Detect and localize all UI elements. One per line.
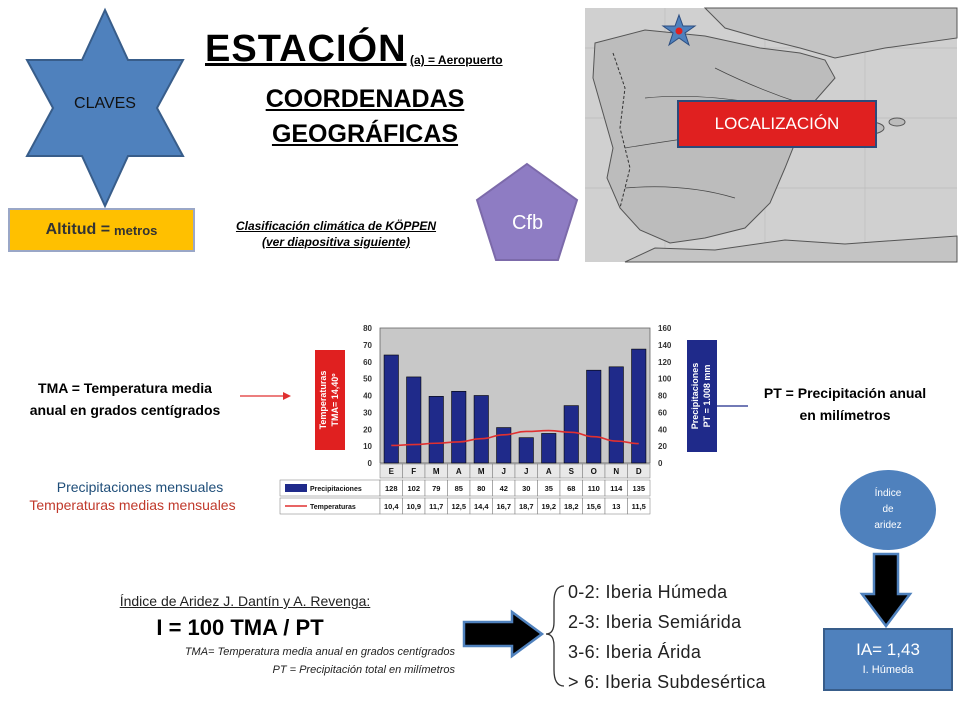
right-axis-label-line-1: Precipitaciones bbox=[690, 362, 700, 430]
station-title: ESTACIÓN bbox=[205, 28, 407, 70]
station-subtitle: (a) = Aeropuerto bbox=[410, 53, 503, 67]
left-tick-label: 80 bbox=[363, 324, 372, 333]
category-label: S bbox=[568, 467, 574, 476]
coordinates-line-1: COORDENADAS bbox=[265, 85, 465, 113]
right-tick-label: 20 bbox=[658, 442, 667, 452]
table-legend-temp-label: Temperaturas bbox=[310, 504, 356, 511]
right-tick-label: 0 bbox=[658, 459, 663, 468]
ia-value: IA= 1,43 bbox=[856, 640, 920, 659]
right-tick-label: 80 bbox=[658, 391, 667, 401]
right-tick-label: 100 bbox=[658, 374, 672, 384]
right-tick-label: 60 bbox=[658, 408, 667, 418]
legend-precip-text: Precipitaciones mensuales bbox=[56, 479, 224, 495]
category-label: A bbox=[545, 467, 552, 476]
indice-bubble bbox=[840, 470, 936, 550]
aridez-title: Índice de Aridez J. Dantín y A. Revenga: bbox=[119, 593, 371, 609]
category-label: M bbox=[477, 467, 485, 476]
location-star-icon bbox=[662, 14, 696, 48]
category-label: D bbox=[635, 467, 642, 476]
table-temp-value: 19,2 bbox=[541, 502, 557, 511]
aridity-ranges bbox=[568, 577, 766, 697]
right-tick-label: 120 bbox=[658, 357, 672, 367]
ia-result-box bbox=[823, 628, 953, 691]
pt-note-line-2: en milímetros bbox=[799, 407, 891, 423]
range-semiarida: 2-3: Iberia Semiárida bbox=[568, 612, 742, 632]
table-precip-value: 135 bbox=[632, 484, 646, 493]
altitud-label: Altitud = bbox=[45, 221, 111, 238]
coordinates-line-2: GEOGRÁFICAS bbox=[271, 120, 459, 148]
left-tick-label: 60 bbox=[363, 357, 372, 367]
table-temp-value: 18,7 bbox=[518, 502, 534, 511]
table-temp-value: 11,7 bbox=[429, 502, 444, 511]
koppen-note bbox=[200, 218, 472, 250]
table-temp-value: 11,5 bbox=[631, 502, 646, 511]
aridez-def-tma: TMA= Temperatura media anual en grados centígrados bbox=[184, 646, 455, 658]
table-precip-value: 128 bbox=[384, 484, 398, 493]
table-temp-value: 18,2 bbox=[563, 502, 579, 511]
right-tick-label: 160 bbox=[658, 324, 672, 333]
category-label: A bbox=[455, 467, 462, 476]
range-subdesertica: > 6: Iberia Subdesértica bbox=[568, 672, 766, 692]
table-precip-value: 102 bbox=[407, 484, 421, 493]
table-temp-value: 10,4 bbox=[383, 502, 399, 511]
right-tick-label: 40 bbox=[658, 425, 667, 435]
koppen-line-1: Clasificación climática de KÖPPEN bbox=[235, 219, 437, 233]
left-tick-label: 70 bbox=[363, 340, 372, 350]
indice-bubble-line-1: Índice bbox=[874, 488, 902, 499]
range-humeda: 0-2: Iberia Húmeda bbox=[568, 582, 728, 602]
category-label: F bbox=[411, 467, 417, 476]
cfb-label: Cfb bbox=[511, 212, 544, 234]
category-label: J bbox=[501, 467, 506, 476]
table-precip-value: 35 bbox=[544, 484, 553, 493]
precip-bar bbox=[452, 391, 466, 463]
precip-bar bbox=[519, 438, 533, 463]
left-tick-label: 10 bbox=[363, 442, 372, 452]
category-label: N bbox=[613, 467, 620, 476]
left-axis-label-line-2: TMA= 14,40º bbox=[330, 373, 340, 427]
table-precip-value: 114 bbox=[610, 484, 623, 493]
aridez-def-pt: PT = Precipitación total en milímetros bbox=[272, 664, 455, 676]
table-precip-value: 85 bbox=[454, 484, 463, 493]
tma-note-line-2: anual en grados centígrados bbox=[29, 402, 221, 418]
table-precip-value: 68 bbox=[567, 484, 576, 493]
category-label: O bbox=[590, 467, 597, 476]
table-temp-value: 12,5 bbox=[451, 502, 467, 511]
tma-note-line-1: TMA = Temperatura media bbox=[38, 380, 212, 396]
aridez-formula: I = 100 TMA / PT bbox=[156, 615, 324, 640]
table-temp-value: 16,7 bbox=[496, 502, 512, 511]
precip-bar bbox=[384, 355, 398, 463]
precip-bar bbox=[474, 396, 488, 464]
table-precip-value: 110 bbox=[587, 484, 600, 493]
tma-note bbox=[5, 377, 245, 421]
precip-bar bbox=[497, 428, 511, 463]
indice-bubble-line-2: de bbox=[882, 504, 894, 515]
table-precip-value: 30 bbox=[522, 484, 531, 493]
precip-bar bbox=[609, 367, 623, 463]
precip-bar bbox=[429, 396, 443, 463]
claves-label: CLAVES bbox=[74, 95, 136, 112]
left-tick-label: 50 bbox=[363, 374, 372, 384]
left-tick-label: 30 bbox=[363, 408, 372, 418]
left-axis-label-line-1: Temperaturas bbox=[318, 370, 328, 430]
right-arrow-icon bbox=[462, 610, 544, 658]
altitud-box bbox=[8, 208, 195, 252]
category-label: E bbox=[388, 467, 394, 476]
table-temp-value: 13 bbox=[612, 502, 621, 511]
left-tick-label: 0 bbox=[367, 459, 372, 468]
legend-temp-text: Temperaturas medias mensuales bbox=[29, 497, 236, 513]
precip-bar bbox=[407, 377, 421, 463]
table-temp-value: 14,4 bbox=[473, 502, 489, 511]
koppen-line-2: (ver diapositiva siguiente) bbox=[261, 235, 411, 249]
ia-label: I. Húmeda bbox=[862, 664, 914, 676]
ranges-bracket bbox=[540, 582, 570, 690]
table-legend-precip-label: Precipitaciones bbox=[310, 486, 362, 493]
localizacion-label: LOCALIZACIÓN bbox=[677, 100, 877, 148]
left-tick-label: 40 bbox=[363, 391, 372, 401]
left-tick-label: 20 bbox=[363, 425, 372, 435]
table-temp-value: 10,9 bbox=[406, 502, 422, 511]
category-label: M bbox=[432, 467, 440, 476]
altitud-unit: metros bbox=[114, 222, 158, 238]
precip-bar bbox=[564, 406, 578, 463]
coordinates-heading bbox=[250, 82, 480, 152]
precip-bar bbox=[587, 370, 601, 463]
table-precip-value: 79 bbox=[432, 484, 441, 493]
table-temp-value: 15,6 bbox=[586, 502, 602, 511]
pt-note bbox=[745, 382, 945, 426]
right-axis-label-line-2: PT = 1.008 mm bbox=[702, 364, 712, 428]
climograph bbox=[275, 320, 712, 530]
range-arida: 3-6: Iberia Árida bbox=[568, 642, 702, 662]
indice-bubble-line-3: aridez bbox=[874, 520, 902, 531]
category-label: J bbox=[524, 467, 529, 476]
pt-note-line-1: PT = Precipitación anual bbox=[763, 385, 927, 401]
table-precip-value: 80 bbox=[477, 484, 486, 493]
table-legend-precip-swatch bbox=[285, 484, 307, 492]
precip-bar bbox=[542, 433, 556, 463]
table-precip-value: 42 bbox=[499, 484, 508, 493]
down-arrow-icon bbox=[860, 552, 912, 628]
right-tick-label: 140 bbox=[658, 340, 672, 350]
precip-bar bbox=[632, 349, 646, 463]
